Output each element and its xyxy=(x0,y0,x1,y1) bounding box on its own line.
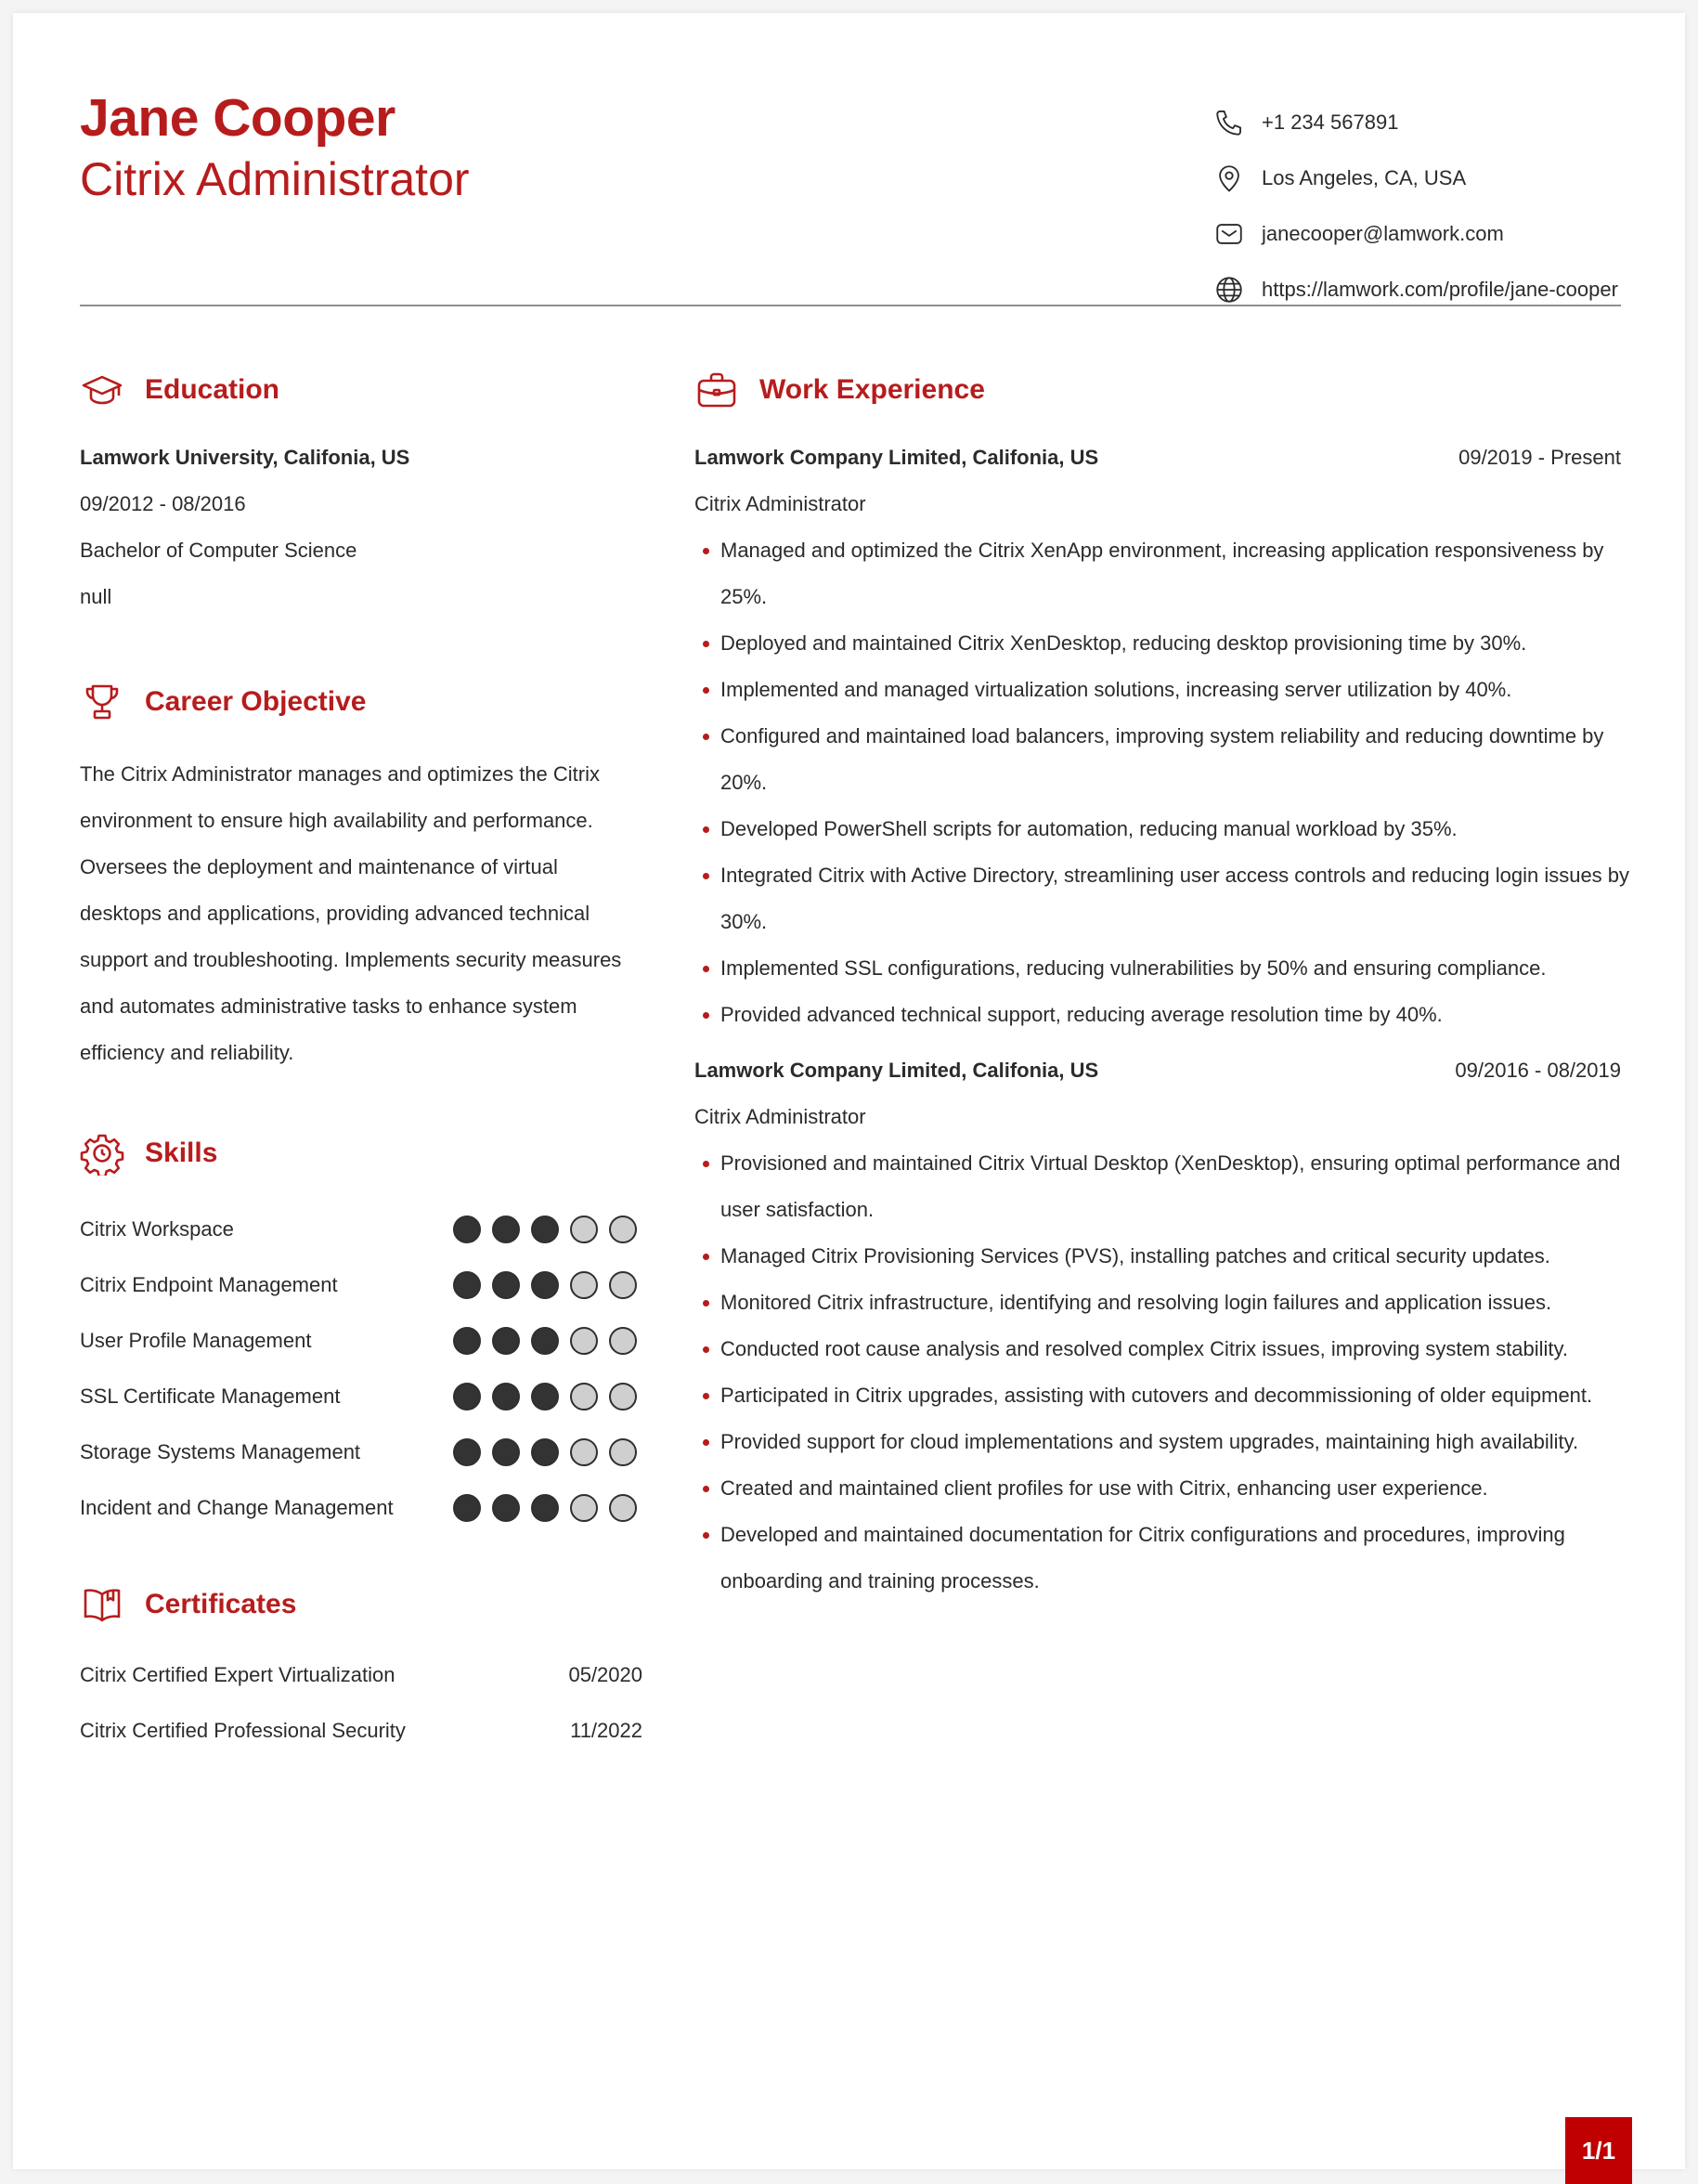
rating-dot-filled xyxy=(492,1438,520,1466)
job-1-header xyxy=(694,446,1621,470)
candidate-title: Citrix Administrator xyxy=(80,153,470,205)
job-2-company: Lamwork Company Limited, Califonia, US xyxy=(694,1059,1099,1082)
skill-row xyxy=(80,1369,637,1424)
rating-dot-filled xyxy=(531,1494,559,1522)
skill-label: Incident and Change Management xyxy=(80,1496,394,1519)
job-bullet: Implemented SSL configurations, reducing vulnerabilities by 50% and ensuring compliance. xyxy=(694,945,1632,992)
job-bullet: Developed PowerShell scripts for automation, reducing manual workload by 35%. xyxy=(694,806,1632,852)
skill-label: Citrix Endpoint Management xyxy=(80,1273,338,1296)
phone-icon xyxy=(1212,105,1247,140)
skill-label: Citrix Workspace xyxy=(80,1217,234,1241)
education-header xyxy=(78,366,279,414)
job-bullet: Monitored Citrix infrastructure, identifying and resolving login failures and application issues. xyxy=(694,1280,1632,1326)
rating-dot-filled xyxy=(531,1383,559,1410)
rating-dot-filled xyxy=(453,1271,481,1299)
certificates-header xyxy=(78,1580,296,1629)
rating-dot-filled xyxy=(453,1216,481,1243)
rating-dot-filled xyxy=(531,1271,559,1299)
certificate-row xyxy=(80,1647,642,1703)
job-2-bullets xyxy=(694,1140,1632,1605)
objective-header xyxy=(78,678,366,726)
rating-dot-filled xyxy=(492,1383,520,1410)
job-2-role: Citrix Administrator xyxy=(694,1105,866,1128)
job-1-company: Lamwork Company Limited, Califonia, US xyxy=(694,446,1099,469)
job-2-dates: 09/2016 - 08/2019 xyxy=(1455,1059,1621,1082)
rating-dot-filled xyxy=(492,1494,520,1522)
open-book-icon xyxy=(78,1580,126,1629)
job-bullet: Integrated Citrix with Active Directory, streamlining user access controls and reducing login issues by 30%. xyxy=(694,852,1632,945)
gear-icon xyxy=(78,1129,126,1177)
skill-rating xyxy=(453,1327,637,1355)
education-note: null xyxy=(80,585,112,608)
rating-dot-filled xyxy=(453,1327,481,1355)
education-degree: Bachelor of Computer Science xyxy=(80,539,357,562)
rating-dot-empty xyxy=(570,1216,598,1243)
rating-dot-empty xyxy=(609,1383,637,1410)
skills-title: Skills xyxy=(145,1138,218,1168)
trophy-icon xyxy=(78,678,126,726)
certificate-date: 11/2022 xyxy=(570,1719,642,1742)
job-bullet: Participated in Citrix upgrades, assisting with cutovers and decommissioning of older equipment. xyxy=(694,1372,1632,1419)
education-school: Lamwork University, Califonia, US xyxy=(80,446,410,469)
resume-page xyxy=(13,13,1685,2169)
skill-row xyxy=(80,1257,637,1313)
rating-dot-filled xyxy=(531,1327,559,1355)
job-1-bullets xyxy=(694,527,1632,1038)
candidate-name: Jane Cooper xyxy=(80,88,395,148)
rating-dot-empty xyxy=(570,1494,598,1522)
job-bullet: Provisioned and maintained Citrix Virtual Desktop (XenDesktop), ensuring optimal performance and user satisfaction. xyxy=(694,1140,1632,1233)
job-bullet: Provided support for cloud implementations and system upgrades, maintaining high availability. xyxy=(694,1419,1632,1465)
location-text: Los Angeles, CA, USA xyxy=(1262,166,1467,189)
skills-header xyxy=(78,1129,217,1177)
contact-list xyxy=(1212,95,1648,318)
certificates-list xyxy=(80,1647,642,1759)
job-bullet: Configured and maintained load balancers, improving system reliability and reducing downtime by 20%. xyxy=(694,713,1632,806)
job-bullet: Conducted root cause analysis and resolved complex Citrix issues, improving system stability. xyxy=(694,1326,1632,1372)
job-2-header xyxy=(694,1059,1621,1083)
globe-icon xyxy=(1212,272,1247,307)
contact-email[interactable] xyxy=(1212,206,1648,262)
certificate-name: Citrix Certified Expert Virtualization xyxy=(80,1663,395,1686)
job-bullet: Created and maintained client profiles for use with Citrix, enhancing user experience. xyxy=(694,1465,1632,1512)
job-bullet: Deployed and maintained Citrix XenDesktop, reducing desktop provisioning time by 30%. xyxy=(694,620,1632,667)
contact-location xyxy=(1212,150,1648,206)
skill-row xyxy=(80,1480,637,1536)
skills-list xyxy=(80,1202,637,1536)
page-indicator: 1/1 xyxy=(1565,2117,1632,2184)
objective-text: The Citrix Administrator manages and optimizes the Citrix environment to ensure high availability and performance. Oversees the deployment and maintenance of virtual desktops and applications, providing advanced technical support and troubleshooting. Implements security measures and automates administrative tasks to enhance system efficiency and reliability. xyxy=(80,762,622,1064)
rating-dot-filled xyxy=(453,1494,481,1522)
skill-rating xyxy=(453,1216,637,1243)
work-title: Work Experience xyxy=(759,374,985,405)
rating-dot-empty xyxy=(609,1216,637,1243)
skill-rating xyxy=(453,1494,637,1522)
rating-dot-filled xyxy=(492,1216,520,1243)
job-bullet: Managed Citrix Provisioning Services (PVS), installing patches and critical security updates. xyxy=(694,1233,1632,1280)
briefcase-icon xyxy=(693,366,741,414)
certificate-date: 05/2020 xyxy=(568,1663,642,1686)
website-link[interactable]: https://lamwork.com/profile/jane-cooper xyxy=(1262,278,1618,301)
contact-website[interactable] xyxy=(1212,262,1648,318)
skill-row xyxy=(80,1424,637,1480)
skill-row xyxy=(80,1202,637,1257)
rating-dot-filled xyxy=(453,1438,481,1466)
certificate-name: Citrix Certified Professional Security xyxy=(80,1719,406,1742)
phone-text: +1 234 567891 xyxy=(1262,110,1399,134)
location-pin-icon xyxy=(1212,161,1247,196)
rating-dot-empty xyxy=(609,1438,637,1466)
job-1-dates: 09/2019 - Present xyxy=(1458,446,1621,469)
rating-dot-filled xyxy=(492,1271,520,1299)
certificate-row xyxy=(80,1703,642,1759)
mail-icon xyxy=(1212,216,1247,252)
skill-label: SSL Certificate Management xyxy=(80,1384,341,1408)
skill-rating xyxy=(453,1271,637,1299)
rating-dot-empty xyxy=(609,1327,637,1355)
rating-dot-empty xyxy=(570,1383,598,1410)
rating-dot-empty xyxy=(570,1438,598,1466)
contact-phone xyxy=(1212,95,1648,150)
rating-dot-empty xyxy=(570,1271,598,1299)
job-bullet: Developed and maintained documentation for Citrix configurations and procedures, improving onboarding and training processes. xyxy=(694,1512,1632,1605)
education-title: Education xyxy=(145,374,280,405)
job-bullet: Provided advanced technical support, reducing average resolution time by 40%. xyxy=(694,992,1632,1038)
rating-dot-filled xyxy=(531,1216,559,1243)
header-divider xyxy=(80,305,1621,306)
rating-dot-filled xyxy=(531,1438,559,1466)
work-header xyxy=(693,366,985,414)
rating-dot-empty xyxy=(609,1494,637,1522)
job-bullet: Managed and optimized the Citrix XenApp environment, increasing application responsiveness by 25%. xyxy=(694,527,1632,620)
certificates-title: Certificates xyxy=(145,1589,297,1619)
job-1-role: Citrix Administrator xyxy=(694,492,866,515)
skill-rating xyxy=(453,1438,637,1466)
job-bullet: Implemented and managed virtualization solutions, increasing server utilization by 40%. xyxy=(694,667,1632,713)
skill-rating xyxy=(453,1383,637,1410)
objective-title: Career Objective xyxy=(145,686,367,717)
education-dates: 09/2012 - 08/2016 xyxy=(80,492,246,515)
skill-row xyxy=(80,1313,637,1369)
rating-dot-empty xyxy=(609,1271,637,1299)
rating-dot-filled xyxy=(492,1327,520,1355)
skill-label: User Profile Management xyxy=(80,1329,312,1352)
rating-dot-empty xyxy=(570,1327,598,1355)
skill-label: Storage Systems Management xyxy=(80,1440,361,1463)
rating-dot-filled xyxy=(453,1383,481,1410)
email-text[interactable]: janecooper@lamwork.com xyxy=(1262,222,1504,245)
graduation-cap-icon xyxy=(78,366,126,414)
